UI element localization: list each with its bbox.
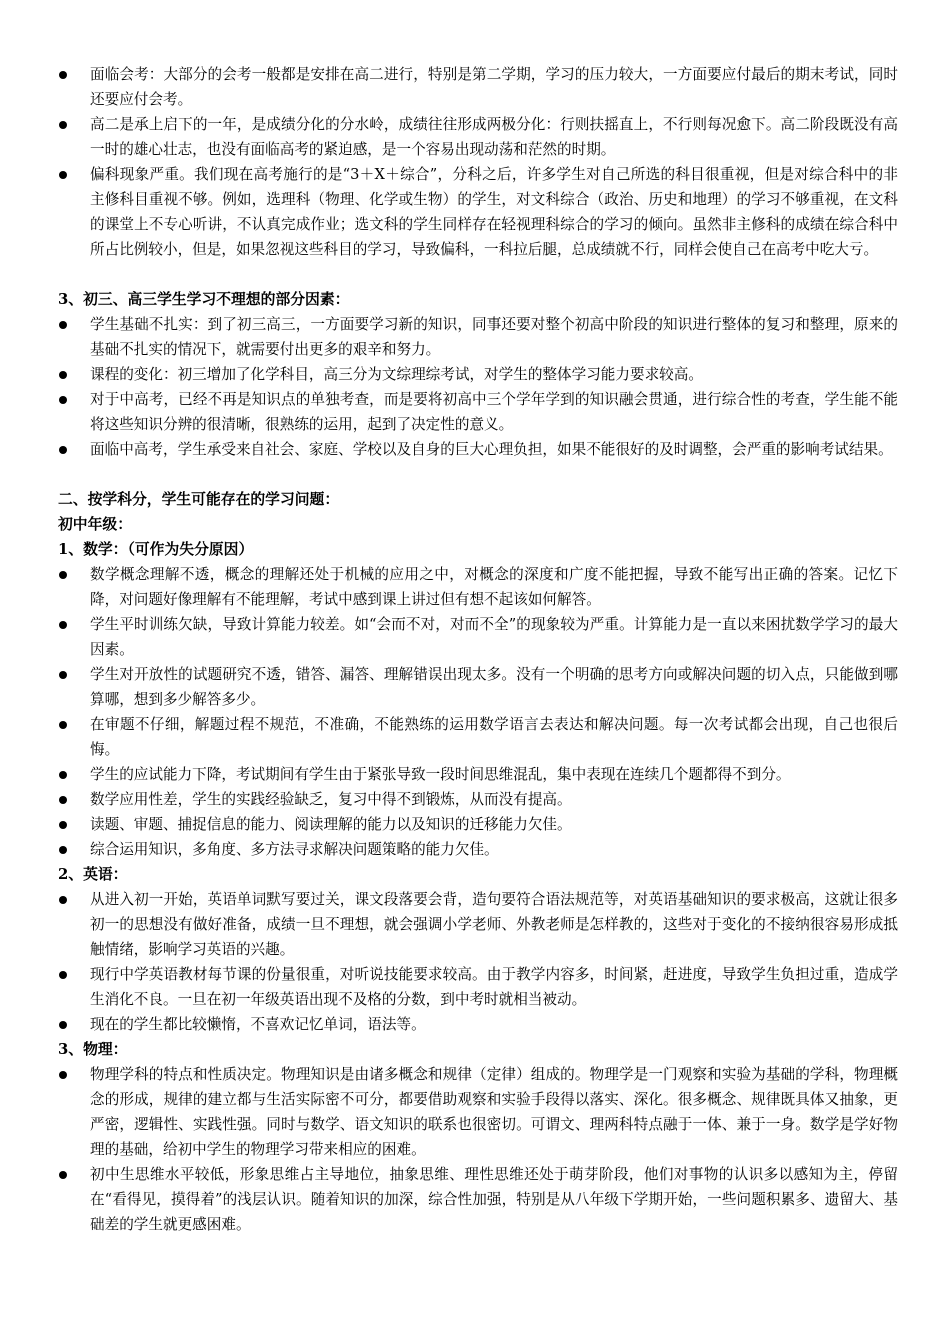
list-item: 学生基础不扎实：到了初三高三，一方面要学习新的知识，同事还要对整个初高中阶段的知识进行整体的复习和整理，原来的基础不扎实的情况下，就需要付出更多的艰辛和努力。: [58, 312, 898, 362]
list-item: 现行中学英语教材每节课的份量很重，对听说技能要求较高。由于教学内容多，时间紧，赶进度，导致学生负担过重，造成学生消化不良。一旦在初一年级英语出现不及格的分数，到中考时就相当被动。: [58, 962, 898, 1012]
list-item: 面临会考：大部分的会考一般都是安排在高二进行，特别是第二学期，学习的压力较大，一方面要应付最后的期末考试，同时还要应付会考。: [58, 62, 898, 112]
bullet-icon: [59, 621, 67, 629]
bullet-icon: [59, 796, 67, 804]
physics-list: [58, 1062, 898, 1237]
bullet-icon: [59, 71, 67, 79]
list-item: 学生对开放性的试题研究不透，错答、漏答、理解错误出现太多。没有一个明确的思考方向或解决问题的切入点，只能做到哪算哪，想到多少解答多少。: [58, 662, 898, 712]
bullet-icon: [59, 821, 67, 829]
document-page: [58, 62, 898, 1237]
list-item: 高二是承上启下的一年，是成绩分化的分水岭，成绩往往形成两极分化：行则扶摇直上，不行则每况愈下。高二阶段既没有高一时的雄心壮志，也没有面临高考的紧迫感，是一个容易出现动荡和茫然的时期。: [58, 112, 898, 162]
list-item: 数学概念理解不透，概念的理解还处于机械的应用之中，对概念的深度和广度不能把握，导致不能写出正确的答案。记忆下降，对问题好像理解有不能理解，考试中感到课上讲过但有想不起该如何解答。: [58, 562, 898, 612]
list-item: 课程的变化：初三增加了化学科目，高三分为文综理综考试，对学生的整体学习能力要求较高。: [58, 362, 898, 387]
list-item: 在审题不仔细，解题过程不规范，不准确，不能熟练的运用数学语言去表达和解决问题。每一次考试都会出现，自己也很后悔。: [58, 712, 898, 762]
bullet-icon: [59, 971, 67, 979]
bullet-icon: [59, 571, 67, 579]
bullet-icon: [59, 1021, 67, 1029]
bullet-icon: [59, 321, 67, 329]
english-list: [58, 887, 898, 1037]
list-item: 数学应用性差，学生的实践经验缺乏，复习中得不到锻炼，从而没有提高。: [58, 787, 898, 812]
bullet-icon: [59, 721, 67, 729]
bullet-icon: [59, 846, 67, 854]
list-item: 读题、审题、捕捉信息的能力、阅读理解的能力以及知识的迁移能力欠佳。: [58, 812, 898, 837]
grade-heading: 初中年级：: [58, 516, 132, 533]
list-item: 初中生思维水平较低，形象思维占主导地位，抽象思维、理性思维还处于萌芽阶段，他们对事物的认识多以感知为主，停留在“看得见，摸得着”的浅层认识。随着知识的加深，综合性加强，特别是从八年级下学期开始，一些问题积累多、遗留大、基础差的学生就更感困难。: [58, 1162, 898, 1237]
list-item: 学生的应试能力下降，考试期间有学生由于紧张导致一段时间思维混乱，集中表现在连续几个题都得不到分。: [58, 762, 898, 787]
bullet-icon: [59, 446, 67, 454]
bullet-icon: [59, 171, 67, 179]
math-heading: 1、数学：（可作为失分原因）: [58, 541, 254, 558]
list-item: 物理学科的特点和性质决定。物理知识是由诸多概念和规律（定律）组成的。物理学是一门观察和实验为基础的学科，物理概念的形成，规律的建立都与生活实际密不可分，都要借助观察和实验手段得以落实、深化。很多概念、规律既具体又抽象，更严密，逻辑性、实践性强。同时与数学、语文知识的联系也很密切。可谓文、理两科特点融于一体、兼于一身。数学是学好物理的基础，给初中学生的物理学习带来相应的困难。: [58, 1062, 898, 1162]
bullet-icon: [59, 896, 67, 904]
list-item: 学生平时训练欠缺，导致计算能力较差。如“会而不对，对而不全”的现象较为严重。计算能力是一直以来困扰数学学习的最大因素。: [58, 612, 898, 662]
english-heading: 2、英语：: [58, 866, 128, 883]
bullet-icon: [59, 121, 67, 129]
bullet-icon: [59, 771, 67, 779]
spacer: [58, 262, 898, 287]
section-heading: 二、按学科分，学生可能存在的学习问题：: [58, 491, 340, 508]
bullet-icon: [59, 671, 67, 679]
list-item: 综合运用知识，多角度、多方法寻求解决问题策略的能力欠佳。: [58, 837, 898, 862]
list-item: 现在的学生都比较懒惰，不喜欢记忆单词，语法等。: [58, 1012, 898, 1037]
list-item: 对于中高考，已经不再是知识点的单独考查，而是要将初高中三个学年学到的知识融会贯通，进行综合性的考查，学生能不能将这些知识分辨的很清晰，很熟练的运用，起到了决定性的意义。: [58, 387, 898, 437]
bullet-icon: [59, 396, 67, 404]
section-b-list: [58, 312, 898, 462]
bullet-icon: [59, 1171, 67, 1179]
list-item: 偏科现象严重。我们现在高考施行的是“3＋X＋综合”，分科之后，许多学生对自己所选的科目很重视，但是对综合科中的非主修科目重视不够。例如，选理科（物理、化学或生物）的学生，对文科综合（政治、历史和地理）的学习不够重视，在文科的课堂上不专心听讲，不认真完成作业；选文科的学生同样存在轻视理科综合的学习的倾向。虽然非主修科的成绩在综合科中所占比例较小，但是，如果忽视这些科目的学习，导致偏科，一科拉后腿，总成绩就不行，同样会使自己在高考中吃大亏。: [58, 162, 898, 262]
bullet-icon: [59, 1071, 67, 1079]
section-a-list: [58, 62, 898, 262]
physics-heading: 3、物理：: [58, 1041, 128, 1058]
spacer: [58, 462, 898, 487]
section-heading: 3、初三、高三学生学习不理想的部分因素：: [58, 291, 350, 308]
bullet-icon: [59, 371, 67, 379]
list-item: 面临中高考，学生承受来自社会、家庭、学校以及自身的巨大心理负担，如果不能很好的及时调整，会严重的影响考试结果。: [58, 437, 898, 462]
list-item: 从进入初一开始，英语单词默写要过关，课文段落要会背，造句要符合语法规范等，对英语基础知识的要求极高，这就让很多初一的思想没有做好准备，成绩一旦不理想，就会强调小学老师、外教老师是怎样教的，这些对于变化的不接纳很容易形成抵触情绪，影响学习英语的兴趣。: [58, 887, 898, 962]
math-list: [58, 562, 898, 862]
